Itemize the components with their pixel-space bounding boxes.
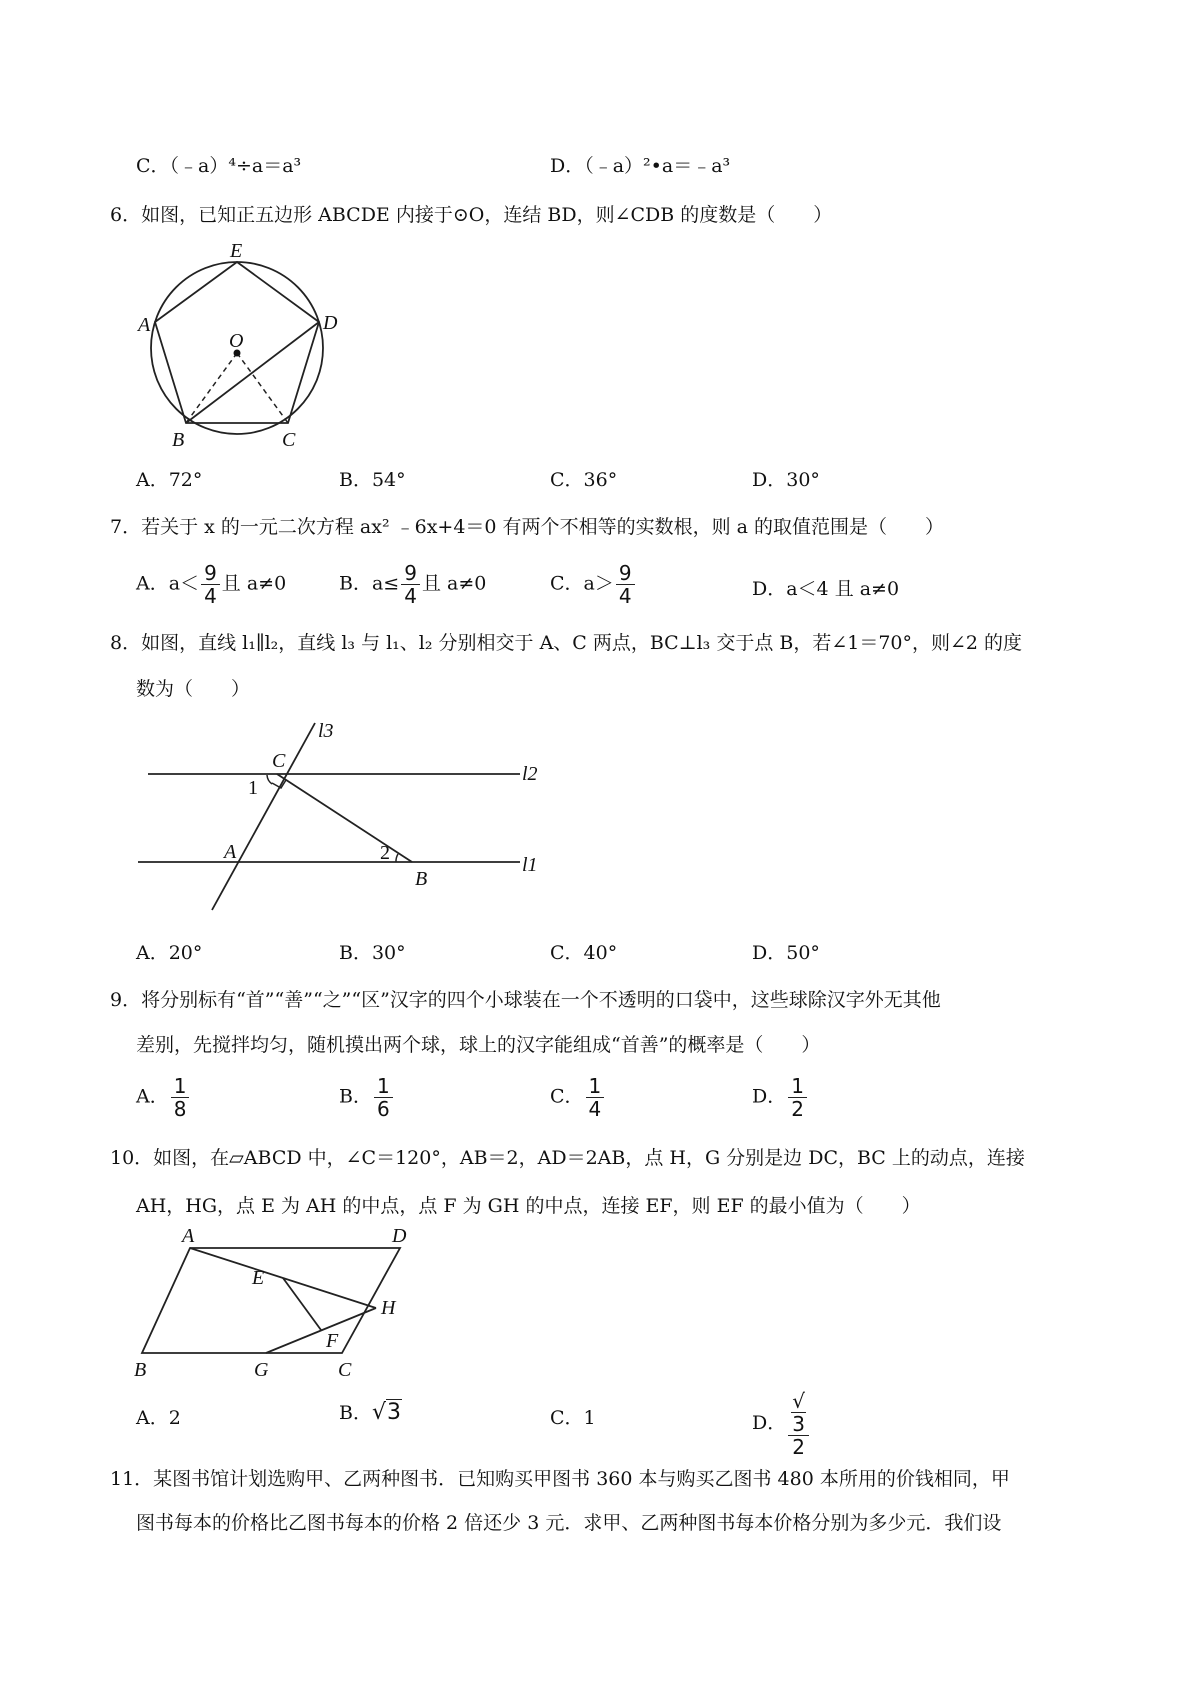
q10-label-e: E	[252, 1267, 265, 1289]
q10-option-d-prefix: D．	[752, 1412, 787, 1434]
q7-option-b	[339, 562, 486, 607]
q6-label-c: C	[282, 429, 296, 451]
q7-option-a-fraction	[201, 562, 220, 607]
q8-figure-parallel-lines	[130, 715, 550, 925]
q10-figure-parallelogram	[130, 1228, 430, 1388]
segment-hg	[266, 1308, 376, 1353]
line-l3	[212, 723, 315, 910]
fraction-numerator: 1	[788, 1075, 807, 1098]
fraction-numerator: 9	[201, 562, 220, 585]
q10-label-c: C	[338, 1359, 352, 1381]
q6-figure-pentagon	[130, 243, 350, 453]
q7-option-b-suffix: 且 a≠0	[421, 572, 487, 595]
q7-option-a	[136, 562, 286, 607]
segment-ob	[186, 353, 237, 423]
q6-label-b: B	[172, 429, 185, 451]
q8-option-c: C．40°	[550, 942, 618, 964]
q8-stem-line1: 8．如图，直线 l₁∥l₂，直线 l₃ 与 l₁、l₂ 分别相交于 A、C 两点，BC⊥l₃ 交于点 B，若∠1＝70°，则∠2 的度	[110, 632, 1023, 654]
q8-label-c: C	[272, 750, 286, 772]
q9-option-b	[339, 1075, 395, 1120]
fraction-denominator: 2	[791, 1097, 804, 1121]
q10-label-h: H	[381, 1297, 396, 1319]
q8-option-d: D．50°	[752, 942, 820, 964]
q9-option-c-fraction	[586, 1075, 605, 1120]
q9-option-c	[550, 1075, 606, 1120]
fraction-numerator: √ 3	[788, 1390, 809, 1436]
q7-option-b-fraction	[401, 562, 420, 607]
q8-stem-line2: 数为（ ）	[136, 678, 251, 700]
q6-option-b: B．54°	[339, 469, 406, 491]
q6-label-d: D	[323, 312, 338, 334]
q10-label-d: D	[392, 1228, 407, 1247]
q5-option-d: D．（﹣a）²•a＝﹣a³	[550, 155, 731, 177]
q6-stem: 6．如图，已知正五边形 ABCDE 内接于⊙O，连结 BD，则∠CDB 的度数是（ ）	[110, 204, 833, 226]
q10-option-d	[752, 1390, 811, 1458]
parallelogram-abcd	[142, 1248, 400, 1353]
q9-option-d-prefix: D．	[752, 1085, 787, 1108]
q7-option-a-prefix: A．a＜	[136, 572, 200, 595]
q9-option-a	[136, 1075, 191, 1120]
angle-1-arc	[267, 775, 272, 784]
q7-option-a-suffix: 且 a≠0	[221, 572, 287, 595]
q10-stem-line2: AH，HG，点 E 为 AH 的中点，点 F 为 GH 的中点，连接 EF，则 EF 的最小值为（ ）	[136, 1195, 921, 1217]
q6-option-d: D．30°	[752, 469, 820, 491]
q8-label-l3: l3	[318, 720, 334, 742]
q9-option-d	[752, 1075, 809, 1120]
q9-option-a-prefix: A．	[136, 1085, 169, 1108]
q10-label-a: A	[182, 1228, 195, 1247]
q6-option-a: A．72°	[136, 469, 203, 491]
q5-option-c: C．（﹣a）⁴÷a＝a³	[136, 155, 302, 177]
sqrt-3: √3	[371, 1400, 401, 1425]
q6-label-e: E	[230, 243, 243, 262]
q10-stem-line1: 10．如图，在▱ABCD 中，∠C＝120°，AB＝2，AD＝2AB，点 H，G 分别是边 DC，BC 上的动点，连接	[110, 1147, 1025, 1169]
q6-label-a: A	[138, 314, 151, 336]
q8-label-l2: l2	[522, 763, 538, 785]
fraction-denominator: 2	[792, 1435, 805, 1459]
q10-option-d-fraction	[788, 1390, 809, 1458]
q8-label-a: A	[224, 841, 237, 863]
segment-cb	[277, 774, 412, 862]
q10-option-b-prefix: B．	[339, 1402, 372, 1424]
q8-label-angle-1: 1	[248, 777, 258, 799]
q10-option-b	[339, 1400, 402, 1426]
q10-label-f: F	[326, 1330, 339, 1352]
q8-option-b: B．30°	[339, 942, 406, 964]
q7-stem: 7．若关于 x 的一元二次方程 ax² ﹣6x+4＝0 有两个不相等的实数根，则 a 的取值范围是（ ）	[110, 516, 944, 538]
fraction-numerator: 9	[401, 562, 420, 585]
q8-label-b: B	[415, 868, 428, 890]
segment-oc	[237, 353, 288, 423]
q7-option-b-prefix: B．a≤	[339, 572, 400, 595]
q10-label-g: G	[254, 1359, 269, 1381]
q9-stem-line1: 9．将分别标有“首”“善”“之”“区”汉字的四个小球装在一个不透明的口袋中，这些球除汉字外无其他	[110, 989, 941, 1011]
q6-option-c: C．36°	[550, 469, 618, 491]
fraction-numerator: 9	[616, 562, 635, 585]
q9-option-a-fraction	[171, 1075, 190, 1120]
q9-stem-line2: 差别，先搅拌均匀，随机摸出两个球，球上的汉字能组成“首善”的概率是（ ）	[136, 1034, 821, 1056]
q6-label-o: O	[229, 330, 244, 352]
q9-option-c-prefix: C．	[550, 1085, 584, 1108]
q8-label-l1: l1	[522, 854, 538, 876]
fraction-denominator: 6	[376, 1097, 390, 1121]
fraction-numerator: 1	[171, 1075, 190, 1098]
fraction-numerator: 1	[586, 1075, 605, 1098]
radicand: 3	[792, 1412, 805, 1436]
q10-option-c: C．1	[550, 1407, 596, 1429]
fraction-denominator: 4	[204, 584, 217, 608]
q8-label-angle-2: 2	[380, 842, 390, 864]
fraction-denominator: 4	[588, 1097, 602, 1121]
q9-option-d-fraction	[788, 1075, 807, 1120]
fraction-denominator: 8	[173, 1097, 187, 1121]
q7-option-c	[550, 562, 637, 607]
fraction-numerator: 1	[374, 1075, 393, 1098]
q9-option-b-fraction	[374, 1075, 393, 1120]
q10-option-a: A．2	[136, 1407, 181, 1429]
q7-option-d: D．a＜4 且 a≠0	[752, 578, 900, 600]
q8-option-a: A．20°	[136, 942, 203, 964]
fraction-denominator: 4	[404, 584, 417, 608]
radicand: 3	[387, 1400, 401, 1425]
angle-2-arc	[396, 854, 398, 862]
q9-option-b-prefix: B．	[339, 1085, 372, 1108]
q7-option-c-prefix: C．a＞	[550, 572, 614, 595]
q10-label-b: B	[134, 1359, 147, 1381]
fraction-denominator: 4	[618, 584, 632, 608]
q7-option-c-fraction	[616, 562, 635, 607]
q11-stem-line2: 图书每本的价格比乙图书每本的价格 2 倍还少 3 元．求甲、乙两种图书每本价格分别为多少元．我们设	[136, 1512, 1002, 1534]
q11-stem-line1: 11．某图书馆计划选购甲、乙两种图书．已知购买甲图书 360 本与购买乙图书 480 本所用的价钱相同，甲	[110, 1468, 1010, 1490]
segment-ef	[283, 1278, 321, 1330]
